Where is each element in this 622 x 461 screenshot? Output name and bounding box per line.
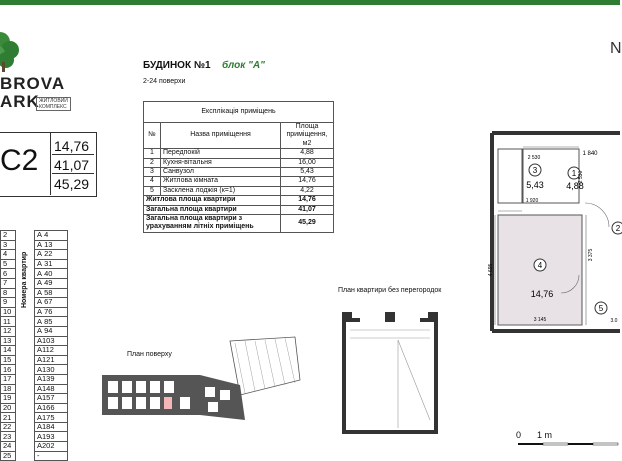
total-summer-label: Загальна площа квартири з урахуванням літніх приміщень [144,215,281,233]
floor-list-row [1,278,68,288]
apartment-number: А175 [35,413,68,423]
apartment-number: А112 [35,346,68,356]
explication-row [144,186,334,195]
floor-list-row [1,384,68,394]
floor-list-gap [16,240,35,250]
floor-list-row [1,259,68,269]
apartment-number: А121 [35,355,68,365]
floor-list-gap [16,355,35,365]
apartment-number: А 58 [35,288,68,298]
room-bath-outline [498,149,522,203]
area-underline [52,154,94,155]
brand-subtitle-line2: КОМПЛЕКС [39,104,67,110]
apartment-number: А130 [35,365,68,375]
apartment-number: А 85 [35,317,68,327]
floor-list-row [1,298,68,308]
apartment-number: А157 [35,394,68,404]
room-area-3: 5,43 [526,180,544,190]
brand-subtitle-line1: ЖИТЛОВИЙ [39,98,68,104]
explication-row [144,177,334,186]
floor-number: 18 [1,384,16,394]
explication-row [144,149,334,158]
apartment-number: А103 [35,336,68,346]
dim-label: 1 920 [525,198,539,204]
room-number-4: 4 [537,261,543,270]
apartment-number: А 31 [35,259,68,269]
tree-logo-icon [0,30,20,72]
col-name-header: Назва приміщення [161,123,281,149]
floor-number: 8 [1,288,16,298]
floor-list-gap [16,451,35,461]
floor-list-gap [16,326,35,336]
dim-label: 3 375 [588,248,594,262]
floor-list-gap [16,394,35,404]
total-summer-value: 45,29 [281,215,334,233]
floor-number: 6 [1,269,16,279]
floor-number: 16 [1,365,16,375]
floor-list-gap [16,442,35,452]
explication-cell-area: 4,88 [281,149,334,158]
total-area-value: 41,07 [54,157,90,173]
apartment-number: А 22 [35,250,68,260]
floor-list-gap [16,422,35,432]
building-block: блок "А" [222,60,265,71]
floor-number: 13 [1,336,16,346]
explication-row [144,158,334,167]
top-accent-bar [0,0,620,5]
floor-list-gap [16,413,35,423]
floor-list-row [1,326,68,336]
highlighted-apartment [164,397,172,409]
col-no-header: № [144,123,161,149]
total-summer-area-value: 45,29 [54,176,90,192]
floor-plan [100,335,302,427]
apartment-number: - [35,451,68,461]
floor-number: 19 [1,394,16,404]
floor-list-row [1,346,68,356]
floor-list-row [1,374,68,384]
apartment-number: А202 [35,442,68,452]
floor-number: 12 [1,326,16,336]
apartment-type-code: C2 [0,144,39,177]
floor-list-row [1,307,68,317]
floor-list-row [1,317,68,327]
floor-list-row [1,240,68,250]
explication-caption: Експлікація приміщень [144,102,334,123]
room-area-4: 14,76 [530,289,554,299]
explication-cell-no: 4 [144,177,161,186]
explication-cell-name: Санвузол [161,168,281,177]
col-area-header: Площа приміщення, м2 [281,123,334,149]
floor-number: 11 [1,317,16,327]
floor-number: 3 [1,240,16,250]
floor-number: 7 [1,278,16,288]
floor-number: 10 [1,307,16,317]
dim-label: 1 840 [582,151,598,157]
floor-list-gap [16,384,35,394]
apartment-plan [490,125,620,337]
apartment-number: А 4 [35,231,68,241]
apartment-number: А 76 [35,307,68,317]
floor-number: 23 [1,432,16,442]
north-mark: N [610,40,622,57]
apartment-number: А148 [35,384,68,394]
floor-list-row [1,403,68,413]
apartment-number: А193 [35,432,68,442]
room-number-3: 3 [532,166,538,175]
explication-table [143,101,334,233]
floor-list-row [1,442,68,452]
total-living-label: Житлова площа квартири [144,196,281,205]
explication-cell-no: 5 [144,186,161,195]
floor-list-row [1,231,68,241]
door-swing [585,203,609,227]
floor-number: 17 [1,374,16,384]
dim-label: 3.0 [610,318,618,324]
type-box-divider [50,132,51,195]
floor-number-list [0,230,68,461]
floor-number: 2 [1,231,16,241]
scale-bar [518,440,618,448]
explication-row [144,168,334,177]
numbers-column-label: Номера квартир [21,251,28,308]
floor-list-row [1,422,68,432]
apartment-number: А 94 [35,326,68,336]
floor-list-gap [16,336,35,346]
floor-list-row [1,432,68,442]
apartment-number: А 13 [35,240,68,250]
brand-name-line1: BROVA [0,74,66,93]
living-area-value: 14,76 [54,138,90,154]
apartment-number: А 67 [35,298,68,308]
floor-list-row [1,336,68,346]
explication-cell-area: 4,22 [281,186,334,195]
explication-cell-no: 1 [144,149,161,158]
floor-list-gap [16,231,35,241]
floor-number: 15 [1,355,16,365]
floor-number: 24 [1,442,16,452]
total-living-value: 14,76 [281,196,334,205]
floor-list-gap [16,374,35,384]
explication-cell-name: Передпокій [161,149,281,158]
brand-name-line2: ARK [0,92,40,111]
explication-cell-no: 2 [144,158,161,167]
floor-number: 21 [1,413,16,423]
no-partitions-caption: План квартири без перегородок [338,287,442,294]
apartment-number: А166 [35,403,68,413]
explication-cell-name: Засклена лоджія (к=1) [161,186,281,195]
explication-cell-name: Житлова кімната [161,177,281,186]
building-floors: 2-24 поверхи [143,78,186,85]
room-area-1: 4,88 [566,181,584,191]
apartment-number: А139 [35,374,68,384]
dim-label: 4 695 [488,263,494,277]
floor-number: 4 [1,250,16,260]
dim-label: 2 530 [527,155,541,161]
explication-cell-no: 3 [144,168,161,177]
floor-list-gap [16,317,35,327]
explication-cell-area: 5,43 [281,168,334,177]
floor-list-row [1,451,68,461]
floor-number: 9 [1,298,16,308]
floor-list-gap [16,346,35,356]
total-label: Загальна площа квартири [144,205,281,214]
floor-list-row [1,288,68,298]
apartment-number: А184 [35,422,68,432]
floor-list-row [1,394,68,404]
floor-number: 20 [1,403,16,413]
floor-list-gap [16,365,35,375]
brand-subtitle [36,97,71,111]
apartment-number: А 40 [35,269,68,279]
plan-without-partitions [340,310,440,435]
floor-number: 14 [1,346,16,356]
apartment-number: А 49 [35,278,68,288]
floor-list-row [1,269,68,279]
floor-number: 5 [1,259,16,269]
floor-list-row [1,413,68,423]
dim-label: 3 145 [533,317,547,323]
floor-number: 22 [1,422,16,432]
floor-list-gap [16,307,35,317]
floor-list-row [1,365,68,375]
total-value: 41,07 [281,205,334,214]
explication-cell-area: 14,76 [281,177,334,186]
room-number-1: 1 [571,169,577,178]
room-number-5: 5 [598,304,604,313]
scale-zero: 0 [516,430,522,440]
floor-list-gap [16,403,35,413]
area-underline [52,173,94,174]
building-title: БУДИНОК №1 [143,60,211,71]
floor-list-row [1,355,68,365]
explication-cell-area: 16,00 [281,158,334,167]
explication-cell-name: Кухня-вітальня [161,158,281,167]
room-number-2: 2 [615,224,621,233]
scale-one: 1 m [537,430,553,440]
floor-number: 25 [1,451,16,461]
floor-list-row [1,250,68,260]
dim-label: 2 530 [578,170,584,184]
floor-plan-caption: План поверху [127,351,172,358]
floor-list-gap [16,432,35,442]
